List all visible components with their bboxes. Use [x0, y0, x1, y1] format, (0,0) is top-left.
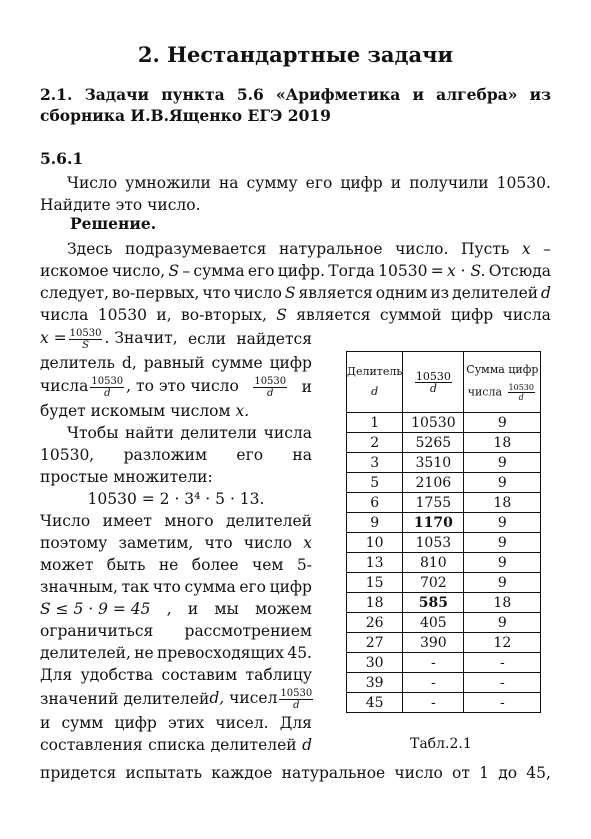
table-row	[347, 493, 541, 513]
table-cell: 9	[464, 413, 541, 433]
table-cell: 9	[464, 453, 541, 473]
table-cell: 3510	[403, 453, 464, 473]
factorization-formula: 10530 = 2 · 3⁴ · 5 · 13.	[87, 490, 265, 508]
last-line: придется испытать каждое натуральное число от 1 до 45,	[40, 764, 551, 782]
table-row	[347, 453, 541, 473]
table-cell: 9	[464, 513, 541, 533]
table-row	[347, 613, 541, 633]
table-cell: 18	[464, 433, 541, 453]
table-row	[347, 473, 541, 493]
problem-line-1: Число умножили на сумму его цифр и получили 10530.	[67, 174, 551, 192]
problem-statement	[40, 172, 551, 216]
solution-line-4: числа 10530 и, во-вторых, S является суммой цифр числа	[40, 306, 551, 324]
table-cell: 10	[347, 533, 403, 553]
table-cell: 9	[464, 473, 541, 493]
left-line-8: Число имеет много делителей	[40, 512, 312, 530]
left-line-1: делитель d, равный сумме цифр	[40, 354, 312, 372]
table-cell: 6	[347, 493, 403, 513]
table-row	[347, 413, 541, 433]
table-cell: 12	[464, 633, 541, 653]
section-title: 2. Нестандартные задачи	[137, 42, 454, 67]
table-cell: 13	[347, 553, 403, 573]
table-cell: 585	[403, 593, 464, 613]
solution-label: Решение.	[70, 214, 157, 233]
table-cell: 5265	[403, 433, 464, 453]
solution-left-column	[40, 326, 312, 756]
table-cell: 405	[403, 613, 464, 633]
table-cell: 45	[347, 693, 403, 713]
table-cell: 18	[464, 493, 541, 513]
table-cell: -	[464, 693, 541, 713]
table-cell: 3	[347, 453, 403, 473]
table-cell: 1755	[403, 493, 464, 513]
subsection-heading-line-2: сборника И.В.Ященко ЕГЭ 2019	[40, 106, 331, 125]
table-caption: Табл.2.1	[410, 736, 472, 752]
table-cell: 810	[403, 553, 464, 573]
solution-line-1: Здесь подразумевается натуральное число. Пусть x –	[67, 240, 551, 258]
subsection-heading	[40, 84, 551, 126]
table-cell: 9	[464, 533, 541, 553]
table-cell: 702	[403, 573, 464, 593]
table-row	[347, 653, 541, 673]
header-quotient: $\frac{10530}{d}$	[403, 352, 464, 413]
table-cell: 18	[347, 593, 403, 613]
left-line-5: 10530, разложим его на	[40, 446, 312, 464]
left-line-4: Чтобы найти делители числа	[67, 424, 312, 442]
left-line-18: составления списка делителей d	[40, 736, 312, 754]
table-cell: 26	[347, 613, 403, 633]
left-line-14: делителей, не превосходящих 45.	[40, 644, 312, 662]
table-cell: 27	[347, 633, 403, 653]
table-cell: 390	[403, 633, 464, 653]
table-row	[347, 513, 541, 533]
table-cell: -	[464, 653, 541, 673]
left-line-16: значений делителей d, чисел $\frac{10530}{d}$	[40, 687, 313, 711]
table-cell: 9	[464, 573, 541, 593]
solution-full-width-text	[40, 238, 551, 326]
subsection-heading-line-1: 2.1. Задачи пункта 5.6 «Арифметика и алгебра» из	[40, 85, 551, 104]
left-line-12: S ≤ 5 · 9 = 45 , и мы можем	[40, 600, 312, 618]
table-cell: -	[403, 653, 464, 673]
table-cell: 15	[347, 573, 403, 593]
table-header-row	[347, 352, 541, 413]
table-cell: -	[403, 693, 464, 713]
table-cell: 9	[347, 513, 403, 533]
left-line-17: и сумм цифр этих чисел. Для	[40, 714, 312, 732]
problem-line-2: Найдите это число.	[40, 196, 201, 214]
header-divisor: Делитель d	[347, 352, 403, 413]
solution-line-2: искомое число, S – сумма его цифр. Тогда 10530 = x · S. Отсюда	[40, 262, 551, 280]
table-cell: 18	[464, 593, 541, 613]
left-line-10: может быть не более чем 5-	[40, 556, 312, 574]
table-cell: 10530	[403, 413, 464, 433]
left-line-6: простые множители:	[40, 468, 213, 486]
divisors-table	[346, 351, 541, 713]
table-cell: 39	[347, 673, 403, 693]
left-line-2: числа $\frac{10530}{d}$ , то это число $\frac{10530}{d}$ и	[40, 375, 312, 399]
table-cell: 30	[347, 653, 403, 673]
table-row	[347, 633, 541, 653]
table-row	[347, 593, 541, 613]
formula-line: x = $\frac{10530}{S}$ . Значит, если найдется	[40, 327, 312, 351]
table-cell: 1	[347, 413, 403, 433]
table-row	[347, 573, 541, 593]
table-row	[347, 433, 541, 453]
formula-lhs: x = $\frac{10530}{S}$ . Значит,	[40, 327, 178, 351]
table-body	[347, 413, 541, 713]
table-cell: 1170	[403, 513, 464, 533]
table-cell: 9	[464, 613, 541, 633]
solution-line-3: следует, во-первых, что число S является одним из делителей d	[40, 284, 551, 302]
header-digit-sum: Сумма цифр числа $\frac{10530}{d}$	[464, 352, 541, 413]
left-line-11: значным, так что сумма его цифр	[40, 578, 312, 596]
table-row	[347, 673, 541, 693]
table-row	[347, 553, 541, 573]
table-cell: 9	[464, 553, 541, 573]
left-line-13: ограничиться рассмотрением	[40, 622, 312, 640]
left-line-3: будет искомым числом x.	[40, 402, 250, 420]
table-cell: 5	[347, 473, 403, 493]
table-cell: 2	[347, 433, 403, 453]
table-cell: 1053	[403, 533, 464, 553]
left-line-9: поэтому заметим, что число x	[40, 534, 312, 552]
table-cell: -	[403, 673, 464, 693]
table-cell: -	[464, 673, 541, 693]
table-row	[347, 533, 541, 553]
problem-number: 5.6.1	[40, 149, 84, 168]
table-cell: 2106	[403, 473, 464, 493]
left-line-15: Для удобства составим таблицу	[40, 666, 312, 684]
table-row	[347, 693, 541, 713]
